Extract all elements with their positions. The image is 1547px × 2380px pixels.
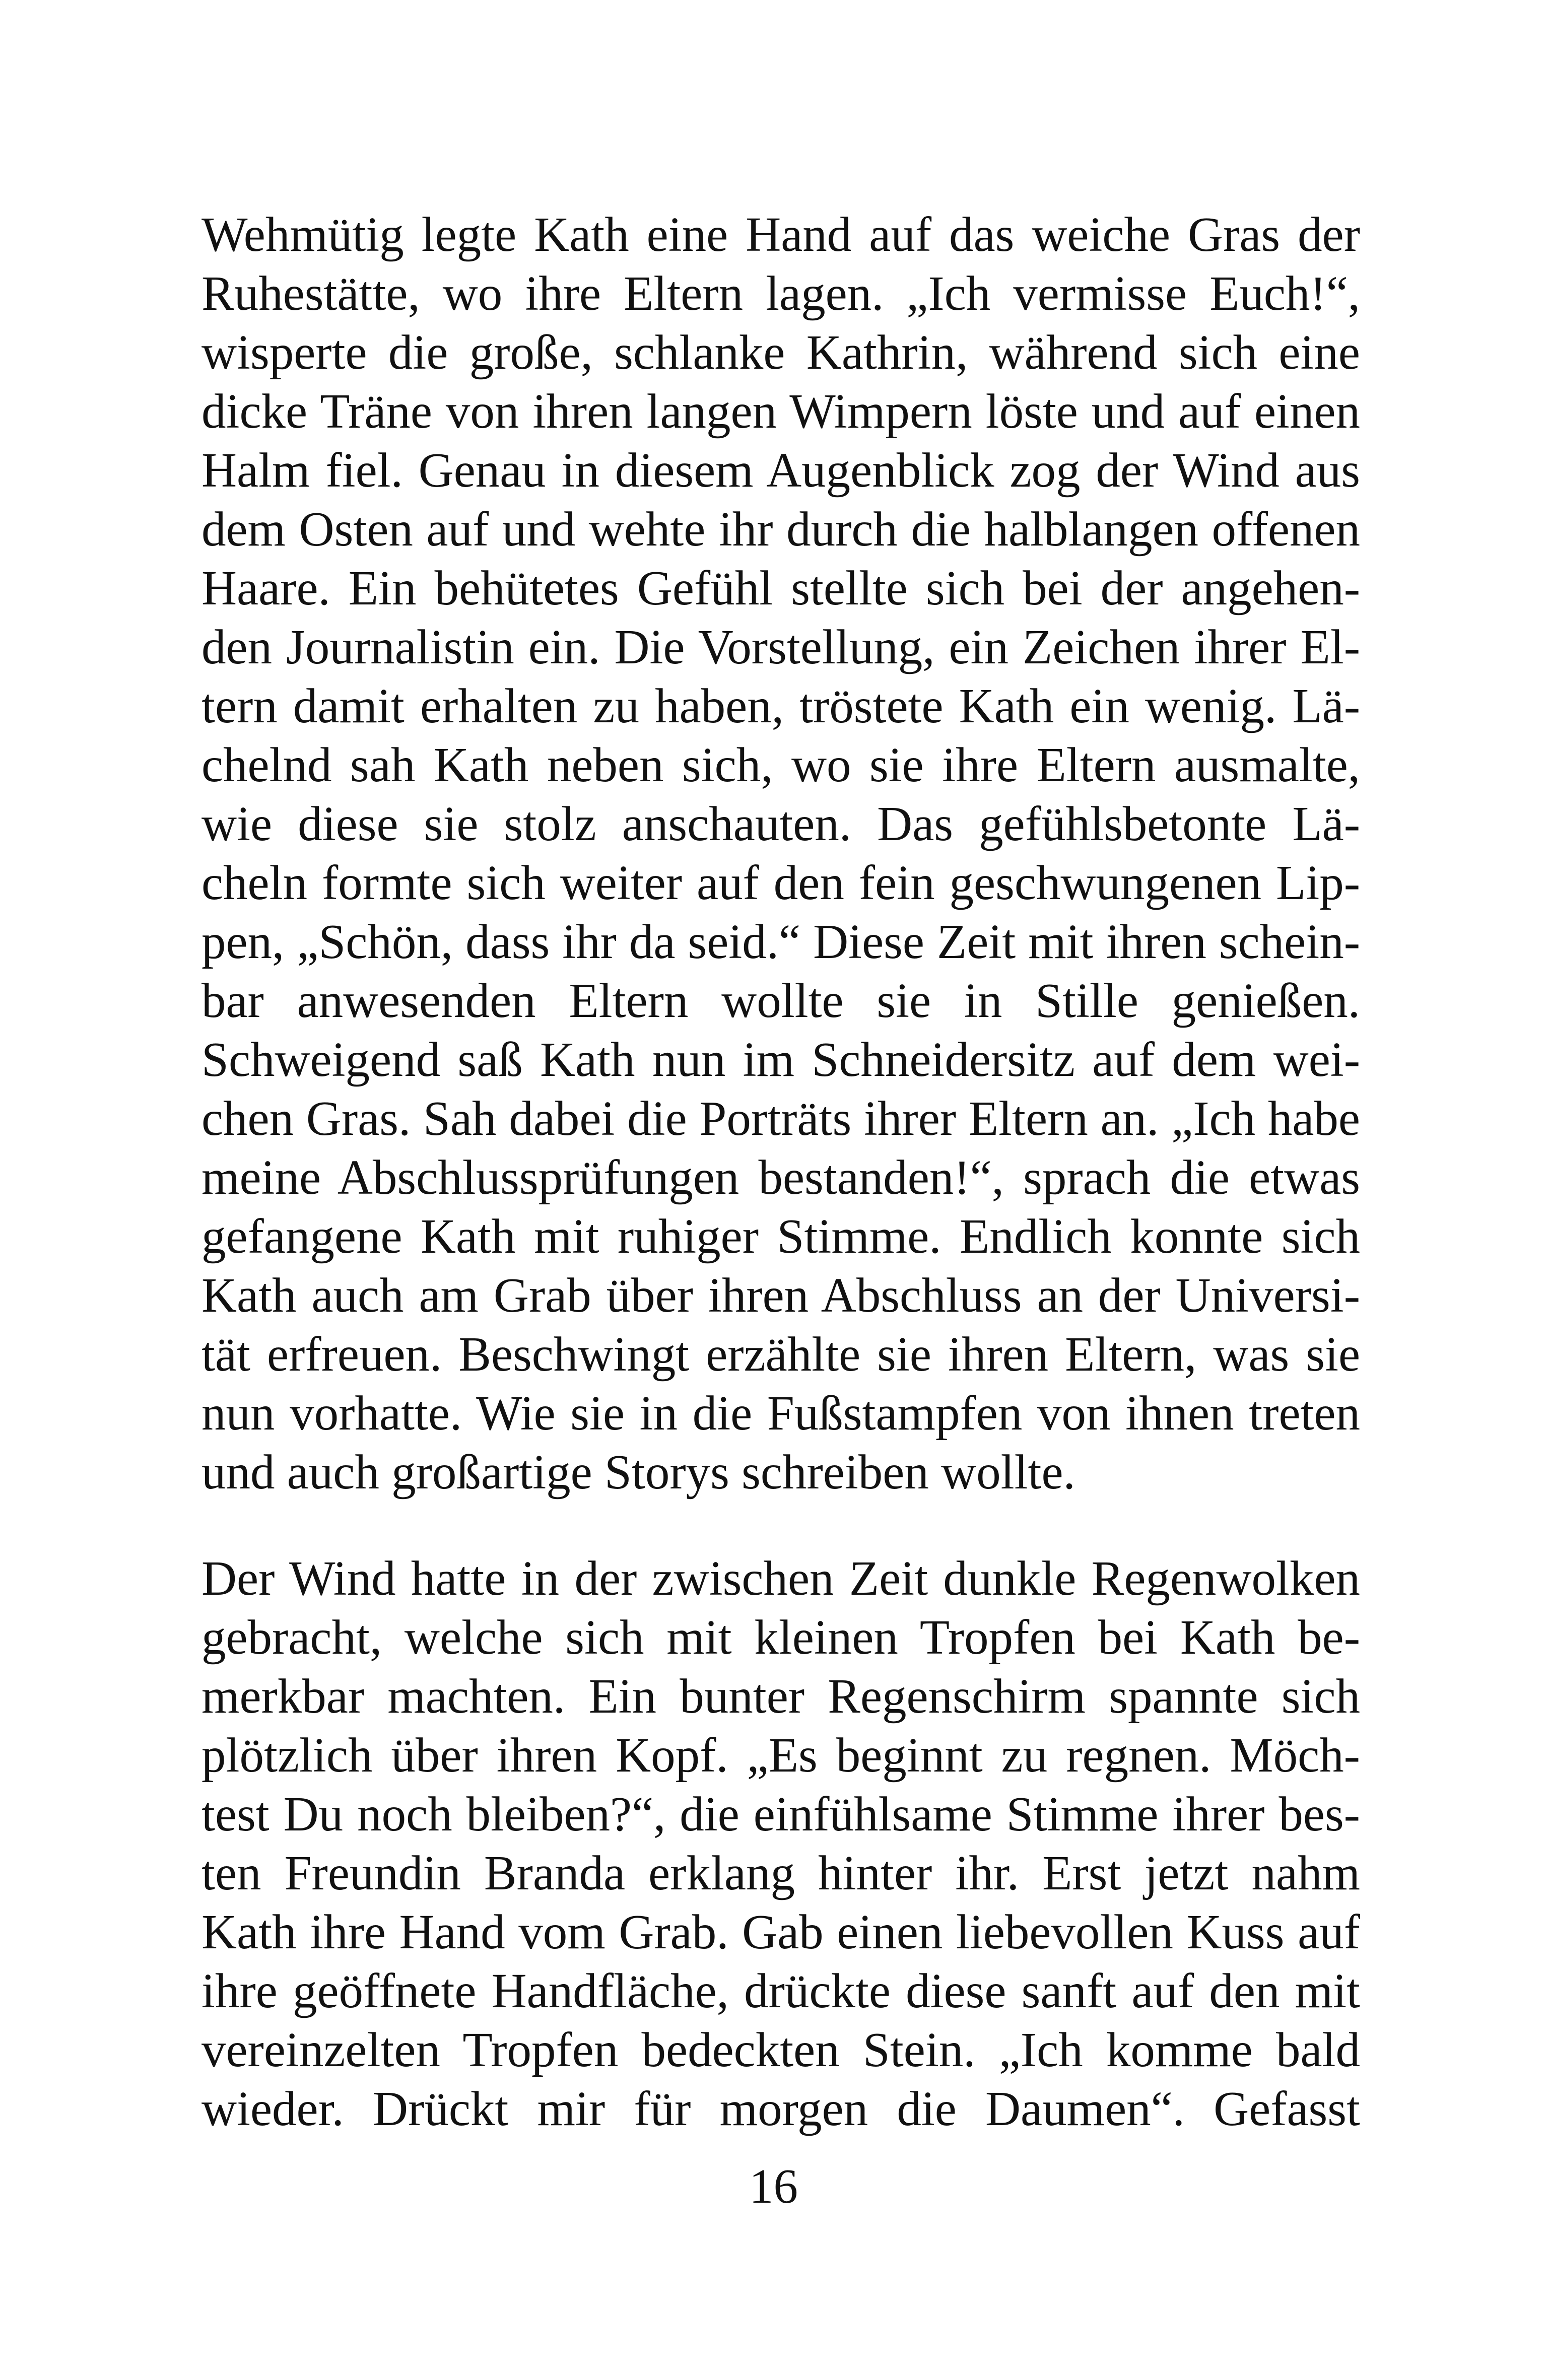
paragraph-2 (201, 1549, 1360, 2138)
text-line: ten Freundin Branda erklang hinter ihr. Erst jetzt nahm (201, 1846, 1360, 1900)
text-line: bar anwesenden Eltern wollte sie in Stille genießen. (201, 974, 1360, 1028)
text-line: nun vorhatte. Wie sie in die Fußstampfen von ihnen treten (201, 1386, 1360, 1440)
text-line: tern damit erhalten zu haben, tröstete Kath ein wenig. Lä- (201, 679, 1360, 733)
text-line: meine Abschlussprüfungen bestanden!“, sprach die etwas (201, 1150, 1360, 1204)
text-line: gefangene Kath mit ruhiger Stimme. Endlich konnte sich (201, 1209, 1360, 1263)
text-line: Ruhestätte, wo ihre Eltern lagen. „Ich vermisse Euch!“, (201, 266, 1360, 320)
text-line: Halm fiel. Genau in diesem Augenblick zog der Wind aus (201, 443, 1360, 497)
text-line: merkbar machten. Ein bunter Regenschirm spannte sich (201, 1669, 1360, 1723)
text-line: ihre geöffnete Handfläche, drückte diese sanft auf den mit (201, 1964, 1360, 2018)
text-line: Schweigend saß Kath nun im Schneidersitz auf dem wei- (201, 1033, 1360, 1086)
text-line: wieder. Drückt mir für morgen die Daumen“. Gefasst (201, 2082, 1360, 2136)
paragraph-1 (201, 205, 1360, 1502)
text-line: gebracht, welche sich mit kleinen Tropfen bei Kath be- (201, 1610, 1360, 1664)
text-line: chelnd sah Kath neben sich, wo sie ihre Eltern ausmalte, (201, 738, 1360, 792)
text-line: tät erfreuen. Beschwingt erzählte sie ihren Eltern, was sie (201, 1327, 1360, 1381)
text-line: chen Gras. Sah dabei die Porträts ihrer Eltern an. „Ich habe (201, 1092, 1360, 1145)
page-number: 16 (749, 2159, 798, 2213)
text-line: den Journalistin ein. Die Vorstellung, ein Zeichen ihrer El- (201, 620, 1360, 674)
text-line: Wehmütig legte Kath eine Hand auf das weiche Gras der (201, 208, 1360, 261)
text-line: wie diese sie stolz anschauten. Das gefühlsbetonte Lä- (201, 797, 1360, 851)
text-line: plötzlich über ihren Kopf. „Es beginnt zu regnen. Möch- (201, 1728, 1360, 1782)
text-line: wisperte die große, schlanke Kathrin, während sich eine (201, 325, 1360, 379)
text-line: und auch großartige Storys schreiben wollte. (201, 1445, 1075, 1499)
text-line: Haare. Ein behütetes Gefühl stellte sich bei der angehen- (201, 561, 1360, 615)
text-line: dicke Träne von ihren langen Wimpern löste und auf einen (201, 384, 1360, 438)
text-line: Kath ihre Hand vom Grab. Gab einen liebevollen Kuss auf (201, 1905, 1360, 1959)
text-line: Kath auch am Grab über ihren Abschluss an der Universi- (201, 1268, 1360, 1322)
text-line: vereinzelten Tropfen bedeckten Stein. „Ich komme bald (201, 2023, 1360, 2077)
text-line: cheln formte sich weiter auf den fein geschwungenen Lip- (201, 856, 1360, 910)
text-line: test Du noch bleiben?“, die einfühlsame Stimme ihrer bes- (201, 1787, 1360, 1841)
text-line: pen, „Schön, dass ihr da seid.“ Diese Zeit mit ihren schein- (201, 915, 1360, 969)
text-line: dem Osten auf und wehte ihr durch die halblangen offenen (201, 502, 1360, 556)
text-line: Der Wind hatte in der zwischen Zeit dunkle Regenwolken (201, 1551, 1360, 1605)
